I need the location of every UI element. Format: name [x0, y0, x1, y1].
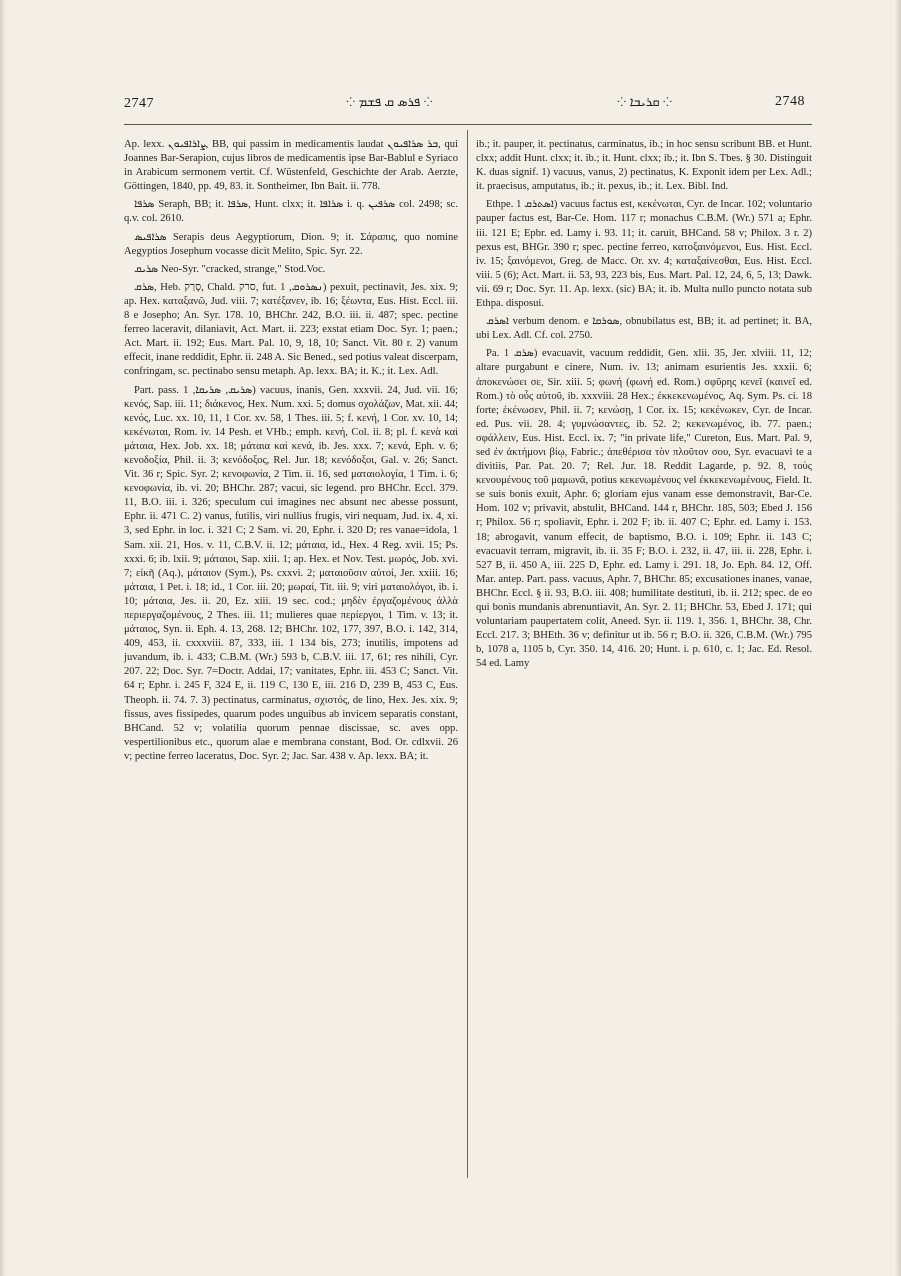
- entry-paragraph: ܣܪܝܩ Neo-Syr. "cracked, strange," Stod.Voc.: [134, 263, 326, 275]
- running-title-right: ⁘ ܩܪܝܒܐ ⁘: [617, 94, 673, 109]
- entry-paragraph: Ap. lexx. ܨܐܪܐܦܝܘܢ, BB, qui passim in medicamentis laudat ܒܪ ܣܪܐܦܝܘܢ, qui Joannes Bar-Serapion, cujus libros de medicamentis ipse Bar-Bablul e Syriaco in Arabicum sermonem vertit. Cf. Wüstenfeld, Geschichte der Arab. Aerzte, Göttingen, 1840, pp. 49, 83. it. Sontheimer, Ibn Bait. ii. 778.: [124, 139, 458, 193]
- entry-paragraph: Ethpe. ܐܣܬܪܩ 1) vacuus factus est, κεκένωται, Cyr. de Incar. 102; voluntario pauper factus est, Bar-Ce. Hom. 117 r; monachus C.B.M. (Wr.) 571 a; Ephr. iii. 121 E; Epbr. ed. Lamy i. 93. 11; it. caruit, BHCand. 58 v; Philox. 3 r. 2) pexus est, BHGr. 390 r; spec. pectine ferreo, κατοξαινόμενοι, Eus. Hist. Eccl. iv. 15; ξαινόμενοι, Greg. de Macc. Or. xv. 4; καταξαίνεσθαι, Eus. Hist. Eccl. viii. 5 (6); Act. Mart. ii. 53, 93, 223 bis, Eus. Mart. Pal. 12, 24, 6, 5, 13; Dawk. vii. 69 r; Doc. Syr. 11. Ap. lexx. (sic) BA; it. ib. Multa nullo puncto notata sub Ethpa. disposui.: [476, 199, 812, 310]
- entry-paragraph: Pa. ܣܪܩ 1) evacuavit, vacuum reddidit, Gen. xlii. 35, Jer. xlviii. 11, 12; altare purgabunt e cinere, Num. iv. 13; animam esurientis Jes. xxxii. 6; ἀποκενώσει σε, Sir. xiii. 5; φωνή (φωνή ed. Rom.) σφῦρης κενεῖ (καινεῖ ed. Rom.) τὸ οὖς αὐτοῦ, ib. xxxviii. 28 Hex.; ἐκκεκενωμένος, Aq. Sym. Ps. ci. 18 forte; ἐκένωσεν, Phil. ii. 7; κενώσῃ, 1 Cor. ix. 15; κεκένωκεν, Cyr. de Incar. ed. Pus. vii. 28. 4; γυμνώσαντες, ib. 52. 2; κεκενωμένος, ib. 77. paen.; σφάλλειν, Eus. Hist. Eccl. ix. 7; "in private life," Cureton, Eus. Mart. Pal. 9, sed ἐν ἀκτήμονι βίῳ, Fabric.; ἀπεθέρισα τὸν πλοῦτον σου, Syr. evacuavi te a divitiis, Par. Pat. 20. 7; Rel. Jur. 18. Reddit Lagarde, p. 92. 8, τοὺς κενουμένους τοῦ μαμωνᾶ, potius κεκενωμένους vel ἐκκεκενωμένους, Field. It. se suis bonis exuit, Aphr. 6; gloriam ejus vanam esse demonstravit, Bar-Ce. Hom. 102 v; privavit, abstulit, BHCand. 144 r, BHChr. 185, 503; Ebed J. 156 r; Philox. 56 r; spoliavit, Ephr. i. 202 F; ib. ii. 407 C; Ephr. ed. Lamy i. 153. 18; abrogavit, vanum effecit, de baptismo, B.O. i. 109; Ephr. ii. 143 C; evacuavit terram, migravit, ib. ii. 35 F; B.O. i. 232, ii. 47, iii. ii. 228, Ephr. i. 527 B, ii. 450 A, iii. 225 D, Ephr. ed. Lamy i. 291. 18, Jo. Eph. 84. 12, Off. Mar. antep. Part. pass. vacuus, Aphr. 7, BHChr. 85; excusationes inanes, vanae, BHChr. Eccl. § ii. 93, B.O. iii. 408; humilitate destituti, ib. ii. 212; spec. de eo qui bonis mundanis abrenuntiavit, An. Syr. 2. 11; BHChr. 53, Ebed J. 171; qui voluntariam paupertatem colit, Aneed. Syr. ii. 119. 1, 356. 1, BHChr. 38, Chr. Eccl. 217. 3; BHEth. 36 v; definitur ut ib. 56 r; B.O. ii. 326, C.B.M. (Wr.) 795 b, 1078 a, 1105 b, Cyr. 350. 14, 416. 20; Hunt. i. p. 610, c. 1; Jac. Ed. Resol. 54 ed. Lamy: [476, 348, 813, 670]
- page-edge-right: [895, 0, 901, 1276]
- running-title-left: ⁘ ܦܪܣ ܩ ܦܫܡ ⁘: [346, 94, 433, 109]
- column-divider: [467, 130, 468, 1178]
- page-number-left: 2747: [124, 96, 154, 111]
- entry-paragraph: Part. pass. ܣܪܝܩ, ܣܪܝܩܐ, 1) vacuus, inanis, Gen. xxxvii. 24, Jud. vii. 16; κενός, Sap. iii. 11; διάκενος, Hex. Num. xxi. 5; domus σχολάζων, Mat. xii. 44; κενός, Luc. xx. 10, 11, 1 Cor. xv. 58, 1 Thes. iii. 5; f. κενή, 1 Cor. xv. 10, 14; κεκένωται, Rom. iv. 14 Pesh. et VHb.; emph. κενή, Col. ii. 8; pl. f. κενὰ καὶ μάταια, Hex. Job. xx. 18; μάταια καὶ κενά, ib. Jes. xxx. 7; κενά, Eph. v. 6; κενοδοξία, Phil. ii. 3; κενόδοξος, Rel. Jur. 18; κενόδοξοι, Gal. v. 26; Sanct. Vit. 36 r; Spic. Syr. 2; κενοφωνία, 2 Tim. ii. 16, sed ματαιολογία, 1 Tim. i. 6; κενοφωνία, ib. vi. 20; BHChr. 287; vacui, sic legend. pro BHChr. Eccl. 379. 11, B.O. iii. i. 326; speculum cui imagines nec absunt nec abesse possunt, Ephr. ii. 471 C. 2) vanus, futilis, viri nullius frugis, viri nequam, Jud. ix. 4, xi. 3, sed Ephr. in loc. i. 321 C; 2 Sam. vi. 20, Ephr. i. 320 D; res vanae=idola, 1 Sam. xii. 21, Hos. v. 11, C.B.V. ii. 12; μάταια, id., Hex. 4 Reg. xvii. 15; Ps. xxxi. 6; ib. lxii. 9; μάταιοι, Sap. xiii. 1; ap. Hex. et Nov. Test. μωρός, Job. xvi. 7; εἰκῆ (Aq.), μάταιον (Sym.), Ps. cxxvi. 2; ματαιοῦσιν αὐτοί, Jer. xxiii. 16; μάταια, 1 Pet. i. 18; id., 1 Cor. iii. 20; μωραί, Tit. iii. 9; viri ματαιολόγοι, ib. i. 10; μάταια, Jes. ii. 20, Ez. xiii. 19 sec. cod.; μηδὲν ἐργαζομένους ἀλλὰ περιεργαζομένους, 2 Thes. iii. 11; mulieres quae περίεργοι, 1 Tim. v. 13; it. μάταιος, Syn. ii. Eph. 4. 13, 268. 12; BHChr. 102, 177, 397, B.O. i. 142, 314, 409, 453, ii. cxxxviii. 87, 333, iii. 1 134 bis, 273; inutilis, impotens ad juvandum, ib. i. 433; C.B.M. (Wr.) 593 b, C.B.V. iii. 17, 61; res nihili, Cyr. 207. 22; Doc. Syr. 7=Doctr. Addai, 17; vanitates, Ephr. iii. 453 C; Sanct. Vit. 64 r; Ephr. i. 245 F, 324 E, ii. 119 C, 130 E, iii. 216 D, 239 B, 453 C, Eus. Theoph. ii. 74. 7. 3) pectinatus, carminatus, σχιστός, de lino, Hex. Jes. xix. 9; fissus, aves fissipedes, quarum podes unguibus ab invicem separatis constant, BHCand. 52 v; volatilia quorum pennae discissae, sc. aves opp. vespertilionibus etc., quorum alae e membrana constant, Bod. Or. cdlxvii. 26 v; pectine ferreo laceratus, Doc. Syr. 2; Jac. Sar. 438 v. Ap. lexx. BA; it.: [124, 384, 459, 762]
- entry-paragraph: ܣܪܦܐ Seraph, BB; it. ܣܪܦܐ, Hunt. clxx; it. ܣܪܐܦܐ i. q. ܣܪܦܝܢ col. 2498; sc. q.v. col. 2610.: [124, 199, 459, 225]
- entry-paragraph: ib.; it. pauper, it. pectinatus, carminatus, ib.; in hoc sensu scribunt BB. et Hunt. clxx; addit Hunt. clxx; it. ib.; it. Hunt. clxx; ib.; it. Ibn S. Tbes. § 30. Distinguit K. duas signif. 1) vacuus, vanus, 2) pectinatus, K. Exponit idem per Lex. Adl.; it. praecisus, amputatus, ib.; it. pexus, ib.; it. Lex. Bibl. Ind.: [476, 139, 812, 193]
- page-header: [124, 94, 805, 116]
- right-column: [476, 138, 812, 675]
- entry-paragraph: ܣܪܩ, Heb. סָרַק, Chald. סרק, fut. ܢܣܪܘܩ, 1) pexuit, pectinavit, Jes. xix. 9; ap. Hex. καταξανῶ, Jud. viii. 7; κατέξανεν, ib. 16; ξέωντα, Eus. Hist. Eccl. iii. 8 e Josepho; An. Syr. 178. 10, BHChr. 242, B.O. iii. ii. 487; spec. pectine ferreo laceravit, dilaniavit, Act. Mart. ii. 223; exstat etiam Doc. Syr. 1; paen.; Act. Mart. ii. 192; Eus. Mart. Pal. 10, 9, 18, 10; Sanct. Vit. 80 r. 2) vanum effecit, inane reddidit, Ephr. ii. 248 A. Sic Bened., sed potius valeat discerpam, confringam, sc. pectinabo sensu metaph. Ap. lexx. BA; it. K.; it. Lex. Adl.: [124, 281, 459, 378]
- entry-paragraph: ܐܣܪܩ verbum denom. e ܣܘܪܩܐ, obnubilatus est, BB; it. ad pertinet; it. BA, ubi Lex. Adl. Cf. col. 2750.: [476, 316, 812, 342]
- header-rule: [124, 124, 812, 125]
- page-edge-left: [0, 0, 6, 1276]
- page-number-right: 2748: [775, 94, 805, 109]
- entry-paragraph: ܣܪܐܦܝܣ Serapis deus Aegyptiorum, Dion. 9; it. Σάραπις, quo nomine Aegyptios Josephum vocasse dicit Melito, Spic. Syr. 22.: [124, 231, 458, 257]
- left-column: [124, 138, 458, 768]
